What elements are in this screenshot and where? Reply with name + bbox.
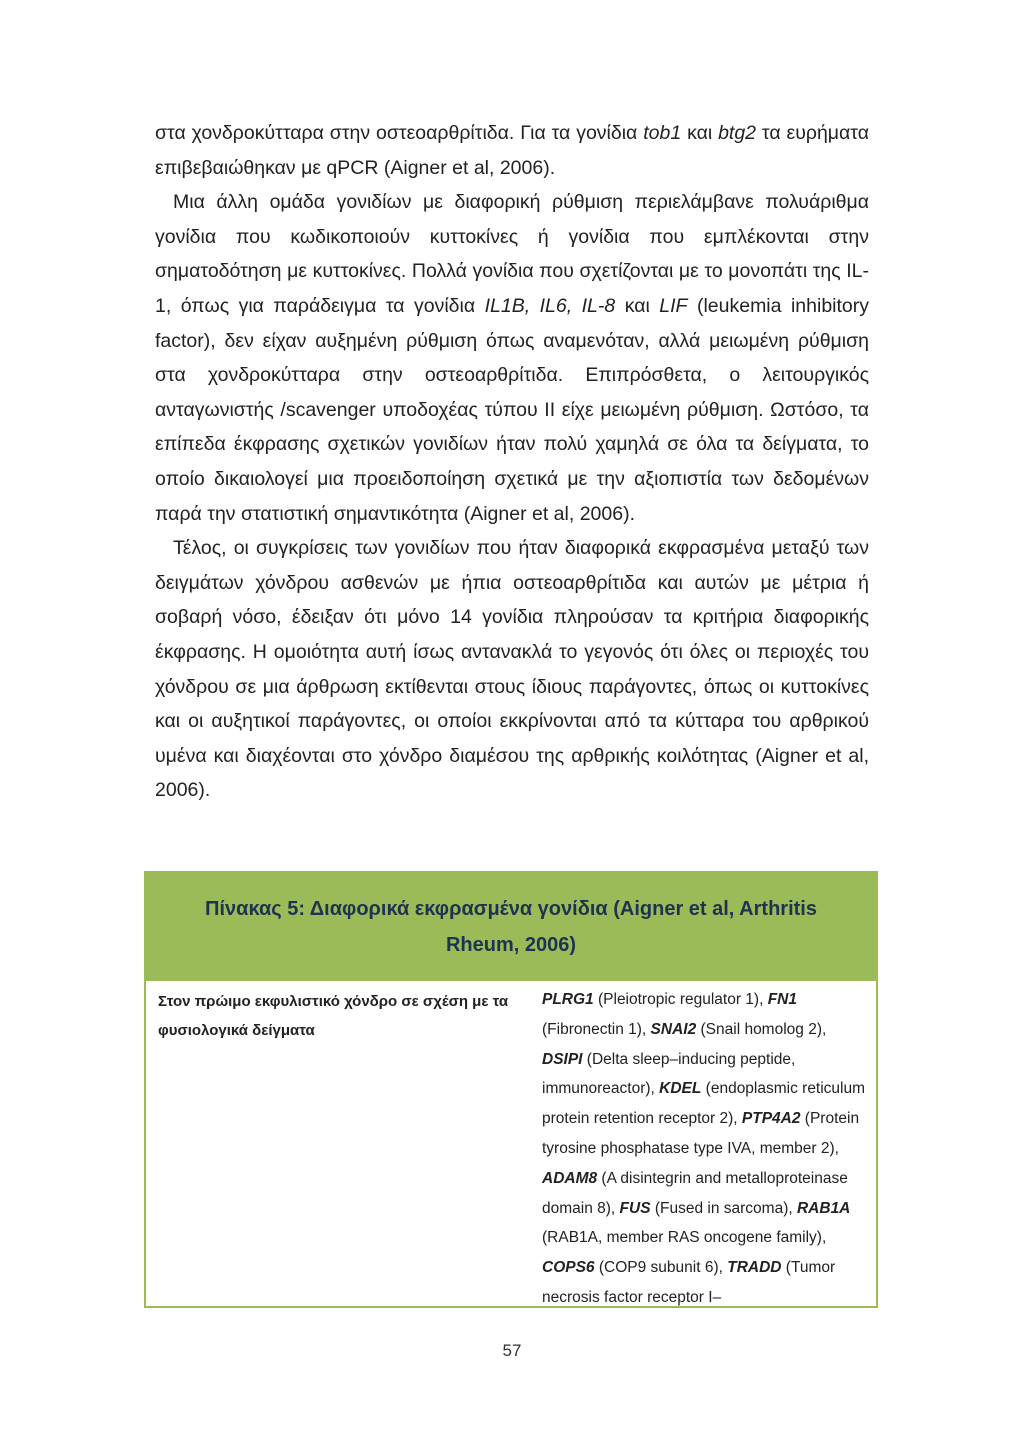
paragraph (155, 185, 869, 531)
gene-symbol: TRADD (727, 1259, 782, 1277)
gene-symbol: PTP4A2 (741, 1110, 801, 1128)
gene-table (144, 871, 878, 1308)
gene-description: (RAB1A, member RAS oncogene family), (542, 1229, 827, 1247)
italic-term: btg2 (718, 122, 757, 144)
text-run: και (681, 122, 719, 144)
italic-term: IL1B, IL6, IL-8 (484, 294, 616, 317)
gene-description: (Fused in sarcoma), (650, 1199, 797, 1217)
italic-term: tob1 (643, 122, 682, 144)
gene-description: (A disintegrin and metalloproteinase domain 8), (542, 1169, 848, 1217)
gene-description: (Protein tyrosine phosphatase type IVA, member 2), (542, 1110, 860, 1157)
text-run: τα ευρήματα επιβεβαιώθηκαν με qPCR (Aigner et al, 2006). (155, 122, 870, 179)
gene-symbol: RAB1A (796, 1199, 851, 1217)
gene-symbol: COPS6 (542, 1259, 595, 1277)
gene-symbol: FUS (619, 1199, 651, 1217)
italic-term: LIF (659, 294, 688, 317)
text-run: στα χονδροκύτταρα στην οστεοαρθρίτιδα. Για τα γονίδια (155, 122, 644, 144)
gene-description: (Snail homolog 2), (696, 1020, 827, 1038)
gene-description: (endoplasmic reticulum protein retention receptor 2), (542, 1080, 866, 1128)
gene-symbol: ADAM8 (542, 1169, 598, 1187)
text-run: Μια άλλη ομάδα γονιδίων με διαφορική ρύθμιση περιελάμβανε πολυάριθμα γονίδια που κωδικοποιούν κυττοκίνες ή γονίδια που εμπλέκονται στην σηματοδότηση με κυττοκίνες. Πολλά γονίδια που σχετίζονται με το μονοπάτι της IL-1, όπως για παράδειγμα τα γονίδια (155, 191, 869, 317)
gene-symbol: PLRG1 (542, 991, 594, 1008)
gene-symbol: KDEL (659, 1080, 702, 1098)
paragraph (155, 116, 869, 185)
text-run: και (615, 294, 660, 317)
gene-description: (Fibronectin 1), (542, 1020, 651, 1038)
text-run: Τέλος, οι συγκρίσεις των γονιδίων που ήταν διαφορικά εκφρασμένα μεταξύ των δειγμάτων χόνδρου ασθενών με ήπια οστεοαρθρίτιδα και αυτών με μέτρια ή σοβαρή νόσο, έδειξαν ότι μόνο 14 γονίδια πληρούσαν τα κριτήρια διαφορικής έκφρασης. Η ομοιότητα αυτή ίσως αντανακλά το γεγονός ότι όλες οι περιοχές του χόνδρου σε μια άρθρωση εκτίθενται στους ίδιους παράγοντες, όπως οι κυττοκίνες και οι αυξητικοί παράγοντες, οι οποίοι εκκρίνονται από τα κύτταρα του αρθρικού υμένα και διαχέονται στο χόνδρο διαμέσου της αρθρικής κοιλότητας (Aigner et al, 2006). (155, 537, 869, 802)
gene-symbol: SNAI2 (650, 1020, 697, 1038)
gene-description: (Pleiotropic regulator 1), (593, 991, 768, 1008)
paragraph (155, 531, 869, 808)
page-number: 57 (502, 1341, 522, 1360)
table-title: Πίνακας 5: Διαφορικά εκφρασμένα γονίδια (Aigner et al, Arthritis Rheum, 2006) (205, 898, 817, 956)
gene-description: (Delta sleep–inducing peptide, immunoreactor), (542, 1050, 796, 1098)
gene-symbol: DSIPI (542, 1050, 583, 1068)
table-header (146, 873, 876, 981)
body-text (155, 116, 869, 808)
gene-list (526, 981, 876, 1313)
gene-description: (COP9 subunit 6), (594, 1259, 728, 1277)
gene-description: (Tumor necrosis factor receptor I– (542, 1259, 836, 1306)
table-row-label: Στον πρώιμο εκφυλιστικό χόνδρο σε σχέση με τα φυσιολογικά δείγματα (158, 993, 509, 1039)
gene-symbol: FN1 (767, 991, 798, 1008)
table-row (146, 981, 876, 1313)
text-run: (leukemia inhibitory factor), δεν είχαν αυξημένη ρύθμιση όπως αναμενόταν, αλλά μειωμένη ρύθμιση στα χονδροκύτταρα στην οστεοαρθρίτιδα. Επιπρόσθετα, ο λειτουργικός ανταγωνιστής /scavenger υποδοχέας τύπου II είχε μειωμένη ρύθμιση. Ωστόσο, τα επίπεδα έκφρασης σχετικών γονιδίων ήταν πολύ χαμηλά σε όλα τα δείγματα, το οποίο δικαιολογεί μια προειδοποίηση σχετικά με την αξιοπιστία των δεδομένων παρά την στατιστική σημαντικότητα (Aigner et al, 2006). (155, 294, 869, 525)
